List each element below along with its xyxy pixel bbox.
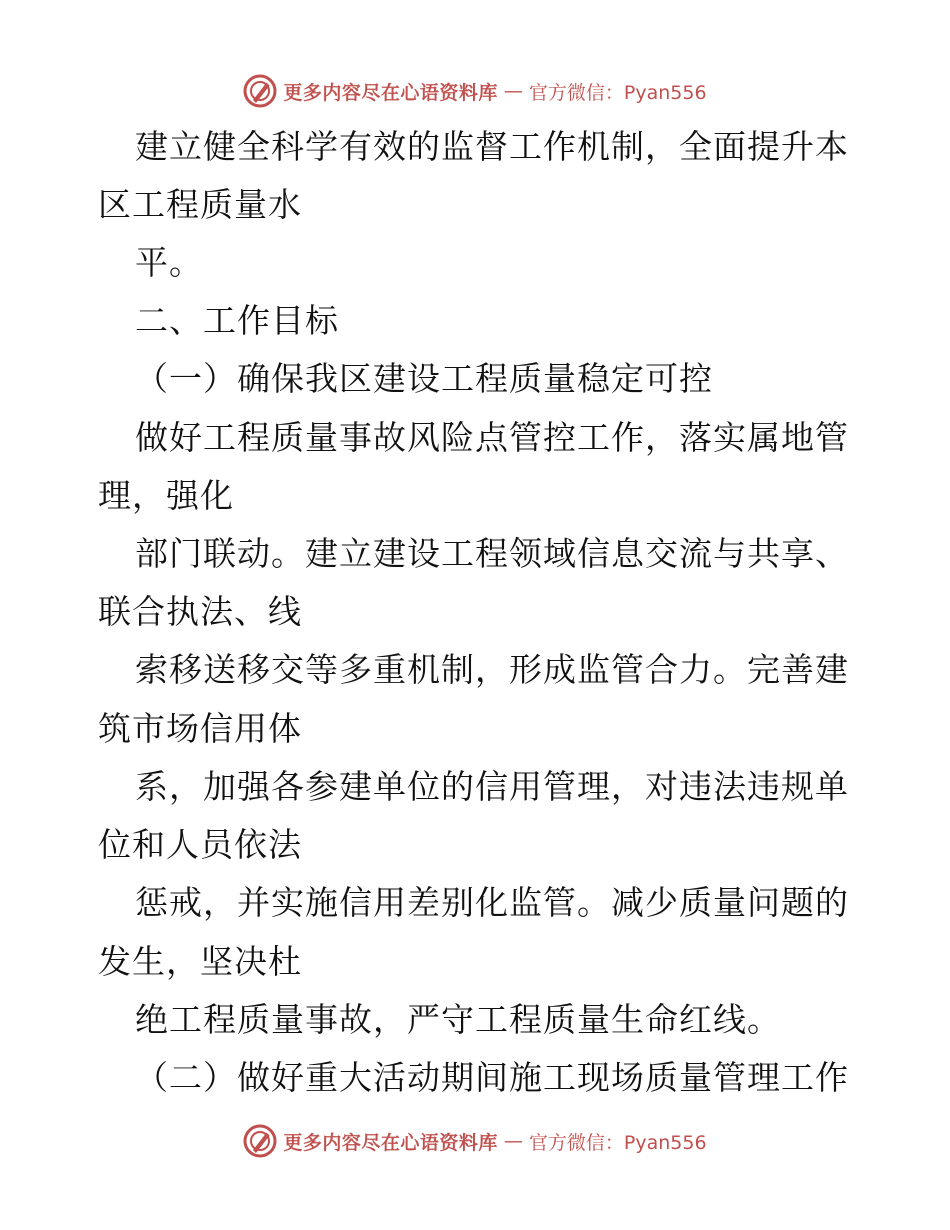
document-line: 位和人员依法 bbox=[98, 825, 302, 864]
subsection-heading: （二）做好重大活动期间施工现场质量管理工作 bbox=[135, 1058, 849, 1097]
watermark-logo-icon bbox=[243, 1124, 277, 1158]
document-line: 建立健全科学有效的监督工作机制，全面提升本 bbox=[135, 127, 849, 166]
document-line: 区工程质量水 bbox=[98, 185, 302, 224]
document-line: 平。 bbox=[135, 243, 203, 282]
watermark-logo-icon bbox=[243, 74, 277, 108]
watermark-account: 官方微信：Pyan556 bbox=[528, 1131, 707, 1154]
section-heading: 二、工作目标 bbox=[135, 301, 339, 340]
document-line: 系，加强各参建单位的信用管理，对违法违规单 bbox=[135, 767, 849, 806]
watermark-dash: — bbox=[503, 80, 523, 102]
document-line: 发生，坚决杜 bbox=[98, 942, 302, 981]
document-line: 惩戒，并实施信用差别化监管。减少质量问题的 bbox=[135, 883, 849, 922]
watermark-text: 更多内容尽在心语资料库 bbox=[283, 1131, 498, 1154]
document-line: 筑市场信用体 bbox=[98, 709, 302, 748]
header-watermark bbox=[0, 71, 950, 111]
document-line: 做好工程质量事故风险点管控工作，落实属地管 bbox=[135, 418, 849, 457]
document-line: 理，强化 bbox=[98, 476, 234, 515]
document-line: 联合执法、线 bbox=[98, 592, 302, 631]
document-line: 部门联动。建立建设工程领域信息交流与共享、 bbox=[135, 534, 849, 573]
document-line: 绝工程质量事故，严守工程质量生命红线。 bbox=[135, 1000, 781, 1039]
subsection-heading: （一）确保我区建设工程质量稳定可控 bbox=[135, 359, 713, 398]
footer-watermark bbox=[0, 1121, 950, 1161]
watermark-dash: — bbox=[503, 1130, 523, 1152]
document-line: 索移送移交等多重机制，形成监管合力。完善建 bbox=[135, 650, 849, 689]
watermark-text: 更多内容尽在心语资料库 bbox=[283, 81, 498, 104]
watermark-account: 官方微信：Pyan556 bbox=[528, 81, 707, 104]
